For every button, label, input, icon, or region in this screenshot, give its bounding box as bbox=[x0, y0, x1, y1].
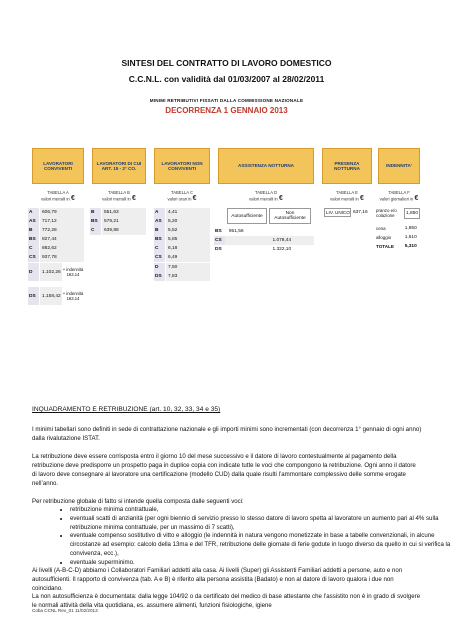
header-conviventi: LAVORATORI CONVIVENTI bbox=[32, 148, 84, 184]
list-item: • eventuali scatti di anzianità (per ogni biennio di servizio presso lo stesso datore di lavoro spetta al lavoratore un aumento pari al 4% sulla retribuzione minima contrattuale, per un massimo di 7 scatti), bbox=[70, 515, 453, 533]
head-non-autosufficiente: Non Autosufficiente bbox=[269, 208, 311, 224]
wage-value: 606,79 bbox=[40, 208, 84, 217]
wage-value-auto: 951,56 bbox=[228, 228, 244, 234]
document-title: SINTESI DEL CONTRATTO DI LAVORO DOMESTICO bbox=[121, 58, 332, 68]
header-assistenza-notturna: ASSISTENZA NOTTURNA bbox=[218, 148, 314, 184]
wage-value: 551,63 bbox=[102, 208, 146, 217]
indennita-total-label: TOTALE bbox=[376, 243, 394, 249]
wage-value-non: 1.078,44 bbox=[272, 237, 292, 243]
indennita-extra: + indennità 163,14 bbox=[62, 287, 84, 305]
wage-value: 1.158,42 bbox=[40, 287, 62, 305]
sub-label-c: TABELLA C bbox=[170, 190, 194, 195]
table-row bbox=[90, 208, 146, 217]
level-label: B bbox=[154, 226, 165, 235]
indennita-value: 1,850 bbox=[404, 225, 417, 231]
table-row bbox=[28, 226, 84, 235]
table-row bbox=[376, 224, 420, 233]
table-row bbox=[154, 217, 210, 226]
bullet-list bbox=[32, 506, 453, 568]
header-indennita: INDENNITA' bbox=[378, 148, 420, 184]
table-row bbox=[214, 245, 314, 254]
wage-value: 772,28 bbox=[40, 226, 84, 235]
sub-label-b: TABELLA B bbox=[108, 190, 130, 195]
table-row bbox=[376, 206, 420, 221]
wage-value: 637,16 bbox=[352, 209, 368, 215]
wage-value: 827,44 bbox=[40, 235, 84, 244]
level-label: C bbox=[90, 226, 101, 235]
sub-unit-f: valori giornalieri in bbox=[379, 196, 414, 202]
table-row bbox=[154, 244, 210, 253]
sub-label-e: TABELLA E bbox=[336, 190, 358, 195]
level-label: D bbox=[28, 263, 39, 281]
indennita-total-value: 5,310 bbox=[404, 243, 417, 249]
wage-value: 7,50 bbox=[166, 263, 210, 272]
wage-value-non: 1.322,10 bbox=[272, 246, 292, 252]
euro-icon: € bbox=[192, 195, 197, 203]
decorrenza-heading: DECORRENZA 1 GENNAIO 2013 bbox=[165, 106, 288, 115]
section-heading: INQUADRAMENTO E RETRIBUZIONE (art. 10, 32, 33, 34 e 35) bbox=[32, 406, 221, 413]
table-row bbox=[28, 208, 84, 217]
table-row bbox=[28, 253, 84, 262]
header-presenza-notturna: PRESENZA NOTTURNA bbox=[322, 148, 372, 184]
indennita-label: cena bbox=[376, 225, 386, 231]
wage-value: 717,12 bbox=[40, 217, 84, 226]
wage-value: 882,62 bbox=[40, 244, 84, 253]
paragraph-autosufficienza: La non autosufficienza è documentata: dalla legge 104/92 o da certificato del medico di base attestante che l’assistito non è in grado di svolgere le normali attività della vita quotidiana, es. assumere alimenti, funzioni fisiologiche, igiene bbox=[32, 593, 421, 610]
table-row bbox=[376, 233, 420, 242]
level-label: B bbox=[90, 208, 101, 217]
euro-icon: € bbox=[359, 195, 364, 203]
sub-unit-c: valori orari in bbox=[167, 196, 192, 202]
table-row bbox=[154, 253, 210, 262]
wage-value: 1.102,26 bbox=[40, 263, 62, 281]
footer-revision: Coba CCNL Rev_01 11/02/2013 bbox=[32, 608, 98, 613]
header-art15: LAVORATORI DI CUI ART. 15 - 2° CO. bbox=[92, 148, 146, 184]
table-row bbox=[28, 217, 84, 226]
sub-label-d: TABELLA D bbox=[254, 190, 278, 195]
wage-value: 639,88 bbox=[102, 226, 146, 235]
euro-icon: € bbox=[278, 195, 283, 203]
level-label: AS bbox=[154, 217, 165, 226]
table-row bbox=[324, 208, 374, 217]
table-row bbox=[214, 236, 314, 245]
sub-tabella-e bbox=[322, 190, 372, 203]
header-non-conviventi: LAVORATORI NON CONVIVENTI bbox=[154, 148, 210, 184]
wage-value: 7,83 bbox=[166, 272, 210, 281]
indennita-label: pranzo e/o colazione bbox=[376, 207, 397, 218]
table-row bbox=[90, 217, 146, 226]
table-row bbox=[28, 287, 84, 305]
level-label: DS bbox=[28, 287, 39, 305]
table-row bbox=[154, 263, 210, 272]
column-d bbox=[214, 206, 318, 254]
sub-tabella-d bbox=[218, 190, 314, 203]
level-label: A bbox=[28, 208, 39, 217]
list-item: • eventuale superminimo. bbox=[70, 559, 453, 568]
level-label: CS bbox=[214, 236, 225, 245]
sub-tabella-a bbox=[32, 190, 84, 203]
table-row bbox=[28, 235, 84, 244]
level-label: D bbox=[154, 263, 165, 272]
wage-value: 937,78 bbox=[40, 253, 84, 262]
livello-unico-label: LIV. UNICO bbox=[326, 209, 350, 215]
head-autosufficiente: Autosufficiente bbox=[227, 208, 267, 224]
document-validity: C.C.N.L. con validità dal 01/03/2007 al 28/02/2011 bbox=[128, 74, 325, 84]
sub-unit-d: valori mensili in bbox=[249, 196, 278, 202]
sub-tabella-f bbox=[378, 190, 420, 203]
wage-value: 5,52 bbox=[166, 226, 210, 235]
paragraph-retribuzione: La retribuzione deve essere corrisposta entro il giorno 10 del mese successivo e il datore di lavoro contestualmente al pagamento della retribuzione deve predisporre un prospetto paga in duplice copia con indicate tutte le voci che compongono la retribuzione. Ogni anno il datore di lavoro deve consegnare al lavoratore una certificazione (modello CUD) dalla quale risulti l’ammontare complessivo delle somme erogate nell’anno. bbox=[32, 453, 416, 488]
table-caption: MINIMI RETRIBUTIVI FISSATI DALLA COMMISSIONE NAZIONALE bbox=[149, 98, 304, 103]
euro-icon: € bbox=[131, 195, 136, 203]
level-label: C bbox=[154, 244, 165, 253]
sub-label-f: TABELLA F bbox=[388, 190, 410, 195]
wage-value: 6,18 bbox=[166, 244, 210, 253]
wage-value: 4,41 bbox=[166, 208, 210, 217]
level-label: BS bbox=[28, 235, 39, 244]
sub-tabella-b bbox=[92, 190, 146, 203]
sub-tabella-c bbox=[154, 190, 210, 203]
level-label: BS bbox=[214, 227, 225, 236]
euro-icon: € bbox=[414, 195, 419, 203]
sub-unit-e: valori mensili in bbox=[330, 196, 359, 202]
indennita-extra: + indennità 163,14 bbox=[62, 263, 84, 281]
paragraph-livelli: Ai livelli (A-B-C-D) abbiamo i Collaboratori Familiari addetti alla casa. Ai livelli (Super) gli Assistenti Familiari addetti a persone, auto e non autosufficienti. Il rapporto di convivenza (tab. A e B) è riferito alla persona assistita (Badato) e non al datore di lavoro qualora i due non coincidano. bbox=[32, 567, 403, 593]
wage-value: 5,85 bbox=[166, 235, 210, 244]
euro-icon: € bbox=[70, 195, 75, 203]
level-label: B bbox=[28, 226, 39, 235]
level-label: BS bbox=[154, 235, 165, 244]
table-row bbox=[376, 242, 420, 251]
indennita-value: 1,850 bbox=[404, 208, 420, 219]
sub-label-a: TABELLA A bbox=[47, 190, 69, 195]
sub-unit-a: valori mensili in bbox=[41, 196, 70, 202]
table-row bbox=[90, 226, 146, 235]
wage-value: 6,49 bbox=[166, 253, 210, 262]
table-row bbox=[214, 227, 314, 236]
table-row bbox=[28, 244, 84, 253]
level-label: DS bbox=[154, 272, 165, 281]
table-row bbox=[154, 226, 210, 235]
indennita-value: 1,610 bbox=[404, 234, 417, 240]
paragraph-globale: Per retribuzione globale di fatto si intende quella composta dalle seguenti voci: bbox=[32, 498, 244, 505]
wage-table bbox=[29, 148, 420, 393]
level-label: CS bbox=[154, 253, 165, 262]
wage-value: 579,21 bbox=[102, 217, 146, 226]
level-label: C bbox=[28, 244, 39, 253]
level-label: AS bbox=[28, 217, 39, 226]
table-row bbox=[154, 235, 210, 244]
level-label: A bbox=[154, 208, 165, 217]
sub-unit-b: valori mensili in bbox=[102, 196, 131, 202]
level-label: BS bbox=[90, 217, 101, 226]
paragraph-minimi: I minimi tabellari sono definiti in sede di contrattazione nazionale e gli importi minimi sono incrementati (con decorrenza 1° gennaio di ogni anno) dalla rivalutazione ISTAT. bbox=[32, 426, 422, 443]
table-row bbox=[154, 208, 210, 217]
level-label: DS bbox=[214, 245, 225, 254]
table-row bbox=[28, 263, 84, 281]
list-item: • retribuzione minima contrattuale, bbox=[70, 506, 453, 515]
wage-value: 5,20 bbox=[166, 217, 210, 226]
indennita-label: alloggio bbox=[376, 234, 392, 240]
table-row bbox=[154, 272, 210, 281]
list-item: • eventuale compenso sostitutivo di vitto e alloggio (le indennità in natura vengono monetizzate in base a tabelle convenzionali, in alcune circostanze ad esempio: calcolo della 13ma e del TFR, retribuzione delle giornate di ferie godute in luogo diverso da quello in cui si verifica la convivenza, ecc.), bbox=[70, 532, 453, 558]
level-label: CS bbox=[28, 253, 39, 262]
